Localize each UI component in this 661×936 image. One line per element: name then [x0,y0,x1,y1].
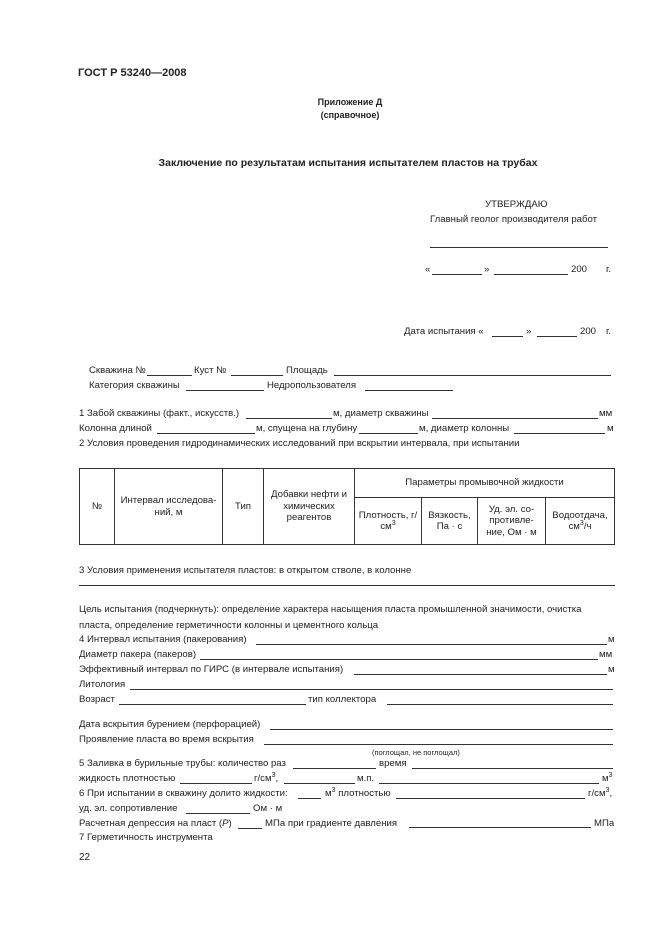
liquid-density-field[interactable] [180,783,252,784]
test-month-field[interactable] [537,336,577,337]
col-additives: Добавки нефти и химических реагентов [264,469,355,545]
ohm-unit: Ом · м [253,803,283,814]
well-category-label: Категория скважины [89,380,180,391]
test-year: 200 [580,326,597,337]
col-interval: Интервал исследова-ний, м [115,469,223,545]
manifest-field[interactable] [264,744,613,745]
resistivity-field[interactable] [186,813,250,814]
col-no: № [80,469,115,545]
signature-line[interactable] [430,247,608,248]
col-density: Плотность, $г/см^3$ [355,498,422,545]
well-diameter-label: м, диаметр скважины [333,408,429,419]
age-label: Возраст [79,694,115,705]
purpose-line1: Цель испытания (подчеркнуть): определение характера насыщения пласта промышленной значимости, очистка [79,604,582,615]
depression-field[interactable] [238,828,262,829]
test-interval-unit: м [608,634,615,645]
mm-unit: мм [599,408,613,419]
test-interval-label: 4 Интервал испытания (пакерования) [79,634,247,645]
lowered-depth-field[interactable] [359,433,418,434]
fill-time-field[interactable] [412,768,613,769]
mpa-unit: МПа [594,818,615,829]
topup-density-unit: $г/см^3$, [588,786,613,799]
lithology-field[interactable] [130,689,613,690]
col-viscosity: Вязкость, Па · с [422,498,478,545]
depression-gradient-label: МПа при градиенте давления [265,818,398,829]
area-label: Площадь [286,365,328,376]
opening-date-field[interactable] [270,729,613,730]
approver-position: Главный геолог производителя работ [430,214,597,225]
topup-label: 6 При испытании в скважину долито жидкости: [79,788,288,799]
bush-no-field[interactable] [231,375,283,376]
bottomhole-field[interactable] [246,418,332,419]
manifest-label: Проявление пласта во время вскрытия [79,734,254,745]
drilling-fluid-table [79,468,615,545]
area-field[interactable] [334,375,611,376]
lowered-depth-label: м, спущена на глубину [256,423,358,434]
test-day-field[interactable] [492,336,523,337]
topup-density-label: $м^3$ плотностью [325,786,391,799]
string-diameter-label: м, диаметр колонны [419,423,510,434]
subsoil-user-field[interactable] [365,390,453,391]
effective-interval-unit: м [608,664,615,675]
packer-diameter-label: Диаметр пакера (пакеров) [79,649,197,660]
item2-text: 2 Условия проведения гидродинамических исследований при вскрытии интервала, при испытании [79,438,520,449]
liquid-density-unit: $г/см^3$, [254,771,279,784]
test-date-close: » [526,326,532,337]
approval-date-open: « [425,264,431,275]
packer-diameter-unit: мм [599,649,613,660]
liquid-volume-field[interactable] [379,783,599,784]
effective-interval-label: Эффективный интервал по ГИРС (в интервале испытания) [79,664,344,675]
appendix-title: Приложение Д [317,97,383,107]
packer-diameter-field[interactable] [200,659,598,660]
purpose-line2: пласта, определение герметичности колонны и цементного кольца [79,620,379,631]
topup-volume-field[interactable] [298,798,321,799]
document-title: Заключение по результатам испытания испытателем пластов на трубах [158,157,538,169]
approval-year-suffix: г. [606,264,611,275]
col-water-loss: Водоотдача, $см^3/ч$ [546,498,615,545]
bottomhole-label: 1 Забой скважины (факт., искусств.) [79,408,240,419]
appendix-subtitle: (справочное) [320,110,380,120]
effective-interval-field[interactable] [354,674,607,675]
approval-year: 200 [571,264,588,275]
opening-date-label: Дата вскрытия бурением (перфорацией) [79,719,261,730]
col-type: Тип [223,469,264,545]
mp-unit: м.п. [357,773,375,784]
collector-type-label: тип коллектора [308,694,377,705]
topup-density-field[interactable] [396,798,585,799]
liquid-amount-field[interactable] [284,783,355,784]
test-interval-field[interactable] [256,644,607,645]
collector-type-field[interactable] [387,704,613,705]
col-resistivity: Уд. эл. со-противле-ние, Ом · м [478,498,546,545]
fill-count-field[interactable] [293,768,376,769]
bush-no-label: Куст № [194,365,227,376]
well-category-field[interactable] [186,390,264,391]
test-date-label: Дата испытания « [404,326,484,337]
item7-text: 7 Герметичность инструмента [79,832,213,843]
well-diameter-field[interactable] [432,418,598,419]
item3-field[interactable] [79,585,615,586]
lithology-label: Литология [79,679,126,690]
item3-text: 3 Условия применения испытателя пластов: в открытом стволе, в колонне [79,565,412,576]
resistivity-label: уд. эл. сопротивление [79,803,178,814]
liquid-density-label: жидкость плотностью [79,773,176,784]
string-length-label: Колонна длиной [79,423,152,434]
test-year-suffix: г. [606,326,611,337]
approve-label: УТВЕРЖДАЮ [485,199,548,210]
gradient-field[interactable] [409,827,591,828]
fill-count-label: 5 Заливка в бурильные трубы: количество раз [79,758,286,769]
standard-number: ГОСТ Р 53240—2008 [78,67,187,79]
depression-label: Расчетная депрессия на пласт (P) [79,818,232,829]
params-header: Параметры промывочной жидкости [355,469,615,498]
approval-day-field[interactable] [432,274,482,275]
m-unit: м [607,423,614,434]
approval-date-close: » [484,264,490,275]
m3-unit: $м^3$ [602,771,613,784]
well-no-label: Скважина № [89,365,146,376]
age-field[interactable] [119,704,306,705]
string-length-field[interactable] [157,433,255,434]
subsoil-user-label: Недропользователя [267,380,357,391]
string-diameter-field[interactable] [514,433,605,434]
page-number: 22 [79,852,91,863]
well-no-field[interactable] [147,375,192,376]
approval-month-field[interactable] [494,274,568,275]
fill-time-label: время [379,758,407,769]
manifest-note: (поглощал, не поглощал) [372,748,460,757]
